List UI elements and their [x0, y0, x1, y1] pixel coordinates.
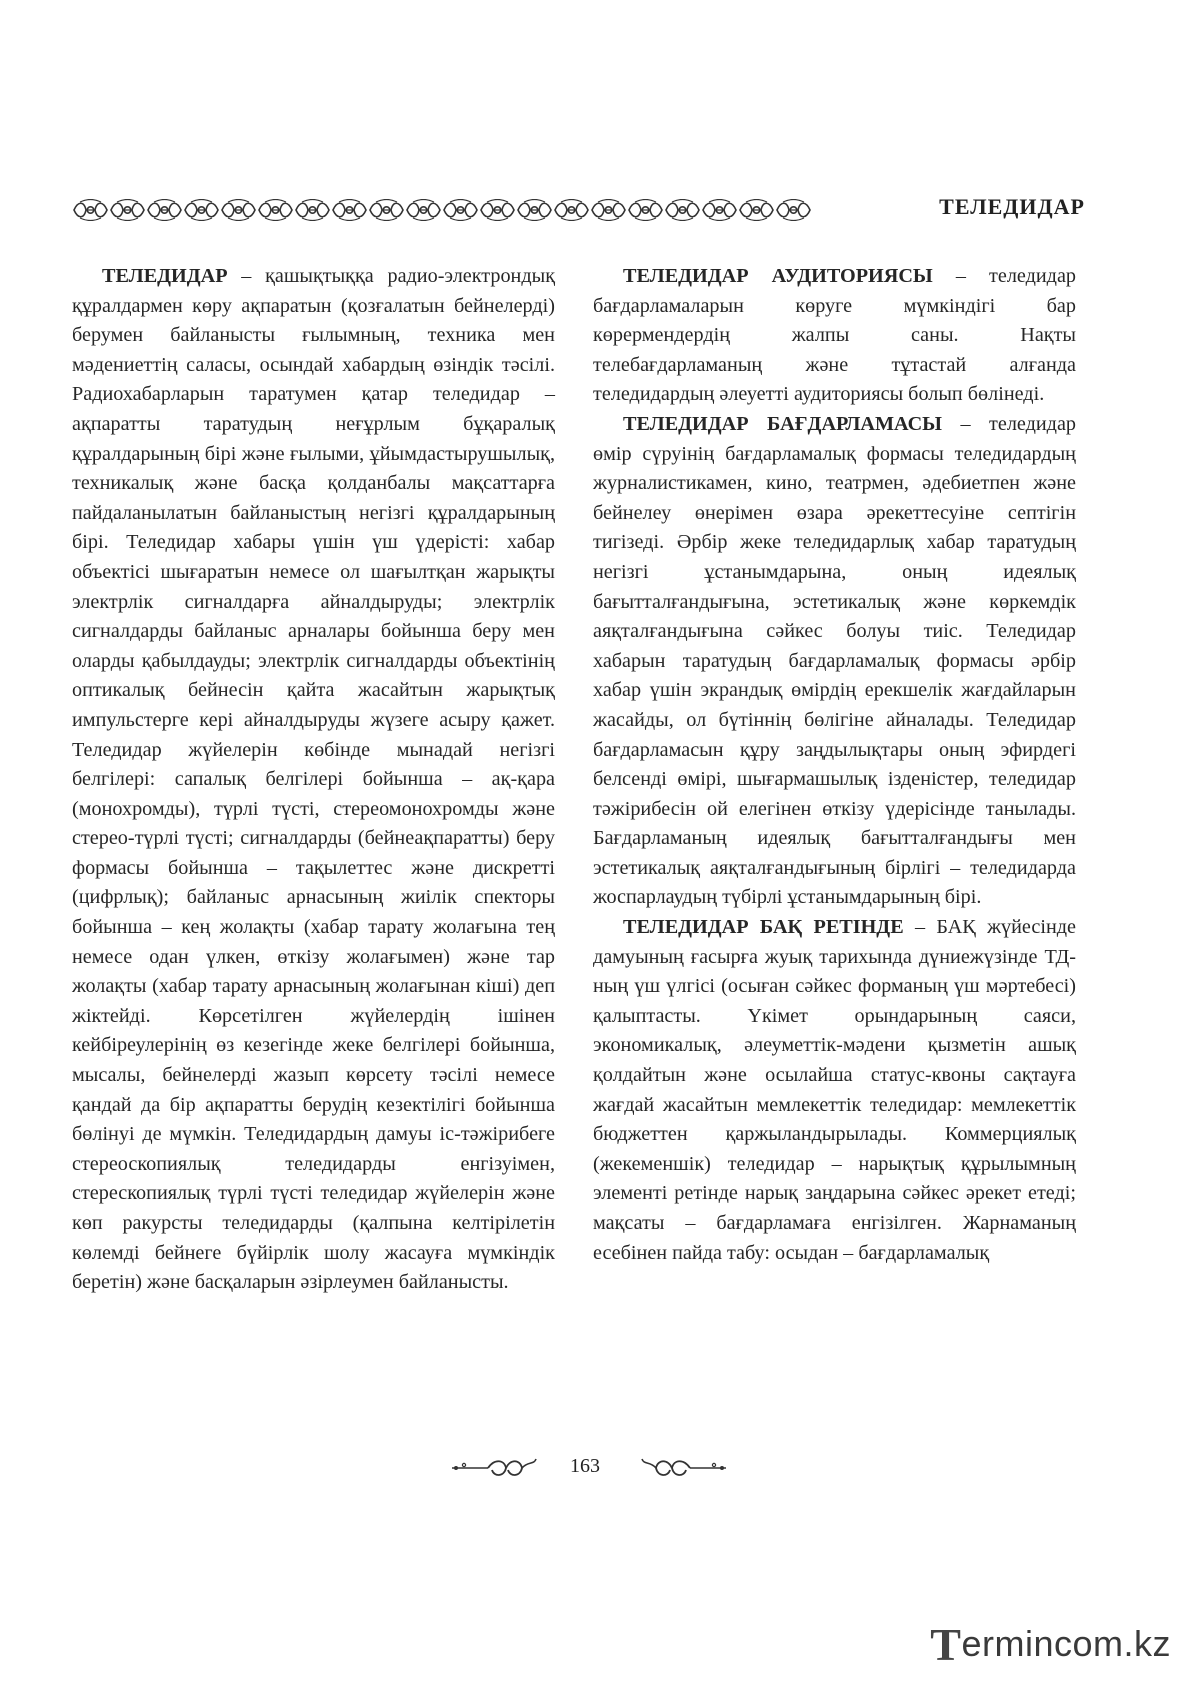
header-ornament	[72, 199, 812, 221]
entry-term: ТЕЛЕДИДАР АУДИТОРИЯСЫ	[623, 265, 933, 287]
footer-ornament-right-icon	[640, 1455, 730, 1481]
footer-ornament-left-icon	[448, 1455, 538, 1481]
running-title: ТЕЛЕДИДАР	[939, 194, 1085, 219]
entry-term: ТЕЛЕДИДАР БАҒДАРЛАМАСЫ	[623, 412, 942, 435]
entry-text: – теледидар бағдарламаларын көруге мүмкіндігі бар көрермендердің жалпы саны. Нақты телебағдарламаның және тұтастай алғанда теледидардың әлеуетті аудиториясы болып бөлінеді.	[593, 265, 1076, 406]
entry-text: – теледидар өмір сүруінің бағдарламалық формасы теледидардың журналистикамен, кино, театрмен, әдебиетпен және бейнелеу өнерімен өзара әрекеттесуіне септігін тигізеді. Әрбір жеке теледидарлық хабар таратудың негізгі ұстанымдарына, оның идеялық бағытталғандығына, эстетикалық және көркемдік аяқталғандығына сәйкес болуы тиіс. Теледидар хабарын таратудың бағдарламалық формасы әрбір хабар үшін экрандық өмірдің ерекшелік жағдайларын жасайды, ол бүтіннің бөлігіне айналады. Теледидар бағдарламасын құру заңдылықтары оның эфирдегі белсенді өмірі, шығармашылық ізденістер, теледидар тәжірибесін ой елегінен өткізу үдерісінде танылады. Бағдарламаның идеялық бағытталғандығы мен эстетикалық аяқталғандығының бірлігі – теледидарда жоспарлаудың түбірлі ұстанымдарының бірі.	[593, 412, 1077, 909]
entry-text: – БАҚ жүйесінде дамуының ғасырға жуық тарихында дүниежүзінде ТД-ның үш үлгісі (осыған сәйкес форманың үш мәртебесі) қалыптасты. Үкімет орындарының саяси, экономикалық, әлеуметтік-мәдени қызметін ашық қолдайтын және осылайша статус-квоны сақтауға жағдай жасайтын мемлекеттік теледидар: мемлекеттік бюджеттен қаржыландырылады. Коммерциялық (жекеменшік) теледидар – нарықтық құрылымның элементі ретінде нарық заңдарына сәйкес әрекет етеді; мақсаты – бағдарламаға енгізілген. Жарнаманың есебінен пайда табу: осыдан – бағдарламалық	[593, 916, 1076, 1264]
entry-paragraph	[593, 410, 1076, 913]
entry-paragraph	[593, 262, 1076, 410]
watermark-initial: T	[930, 1618, 962, 1670]
entry-text: – қашықтыққа радио-электрондық құралдармен көру ақпаратын (қозғалатын бейнелерді) берумен байланысты ғылымның, техника мен мәдениеттің саласы, осындай хабардың өзіндік тәсілі. Радиохабарларын таратумен қатар теледидар – ақпаратты таратудың неғұрлым бұқаралық құралдарының бірі және ғылыми, ұйымдастырушылық, техникалық және басқа қолданбалы мақсаттарға пайдаланылатын байланыстың негізгі құралдарының бірі. Теледидар хабары үшін үш үдерісті: хабар объектісі шығаратын немесе ол шағылтқан жарықты электрлік сигналдарға айналдыруды; электрлік сигналдарды байланыс арналары бойынша беру мен оларды қабылдауды; электрлік сигналдарды объектінің оптикалық бейнесін қайта жасайтын жарықтық импульстерге кері айналдыруды жүзеге асыру қажет. Теледидар жүйелерін көбінде мынадай негізгі белгілері: сапалық белгілері бойынша – ақ-қара (монохромды), түрлі түсті, стереомонохромды және стерео-түрлі түсті; сигналдарды (бейнеақпаратты) беру формасы бойынша – тақылеттес және дискретті (цифрлық); байланыс арнасының жиілік спекторы бойынша – кең жолақты (хабар тарату жолағына тең немесе одан үлкен, өткізу жолағымен) және тар жолақты (хабар тарату арнасының жолағынан кіші) деп жіктейді. Көрсетілген жүйелердің ішінен кейбіреулерінің өз кезегінде жеке белгілері бойынша, мысалы, бейнелерді жазып көрсету тәсілі немесе қандай да бір ақпаратты берудің кезектілігі бойынша бөлінуі де мүмкін. Теледидардың дамуы іс-тәжірибеге стереоскопиялық теледидарды енгізуімен, стерескопиялық түрлі түсті теледидар жүйелерін және көп ракурсты теледидарды (қалпына келтірілетін көлемді бейнеге бүйірлік шолу жасауға мүмкіндік беретін) және басқаларын әзірлеумен байланысты.	[72, 265, 555, 1294]
left-column	[72, 262, 555, 1298]
entry-paragraph	[72, 262, 555, 1298]
page-number: 163	[570, 1455, 600, 1477]
entry-term: ТЕЛЕДИДАР БАҚ РЕТІНДЕ	[623, 916, 904, 939]
right-column	[593, 262, 1076, 1268]
entry-paragraph	[593, 913, 1076, 1268]
entry-term: ТЕЛЕДИДАР	[102, 265, 228, 287]
watermark-text: ermincom.kz	[961, 1623, 1171, 1664]
termincom-watermark	[930, 1618, 1171, 1670]
